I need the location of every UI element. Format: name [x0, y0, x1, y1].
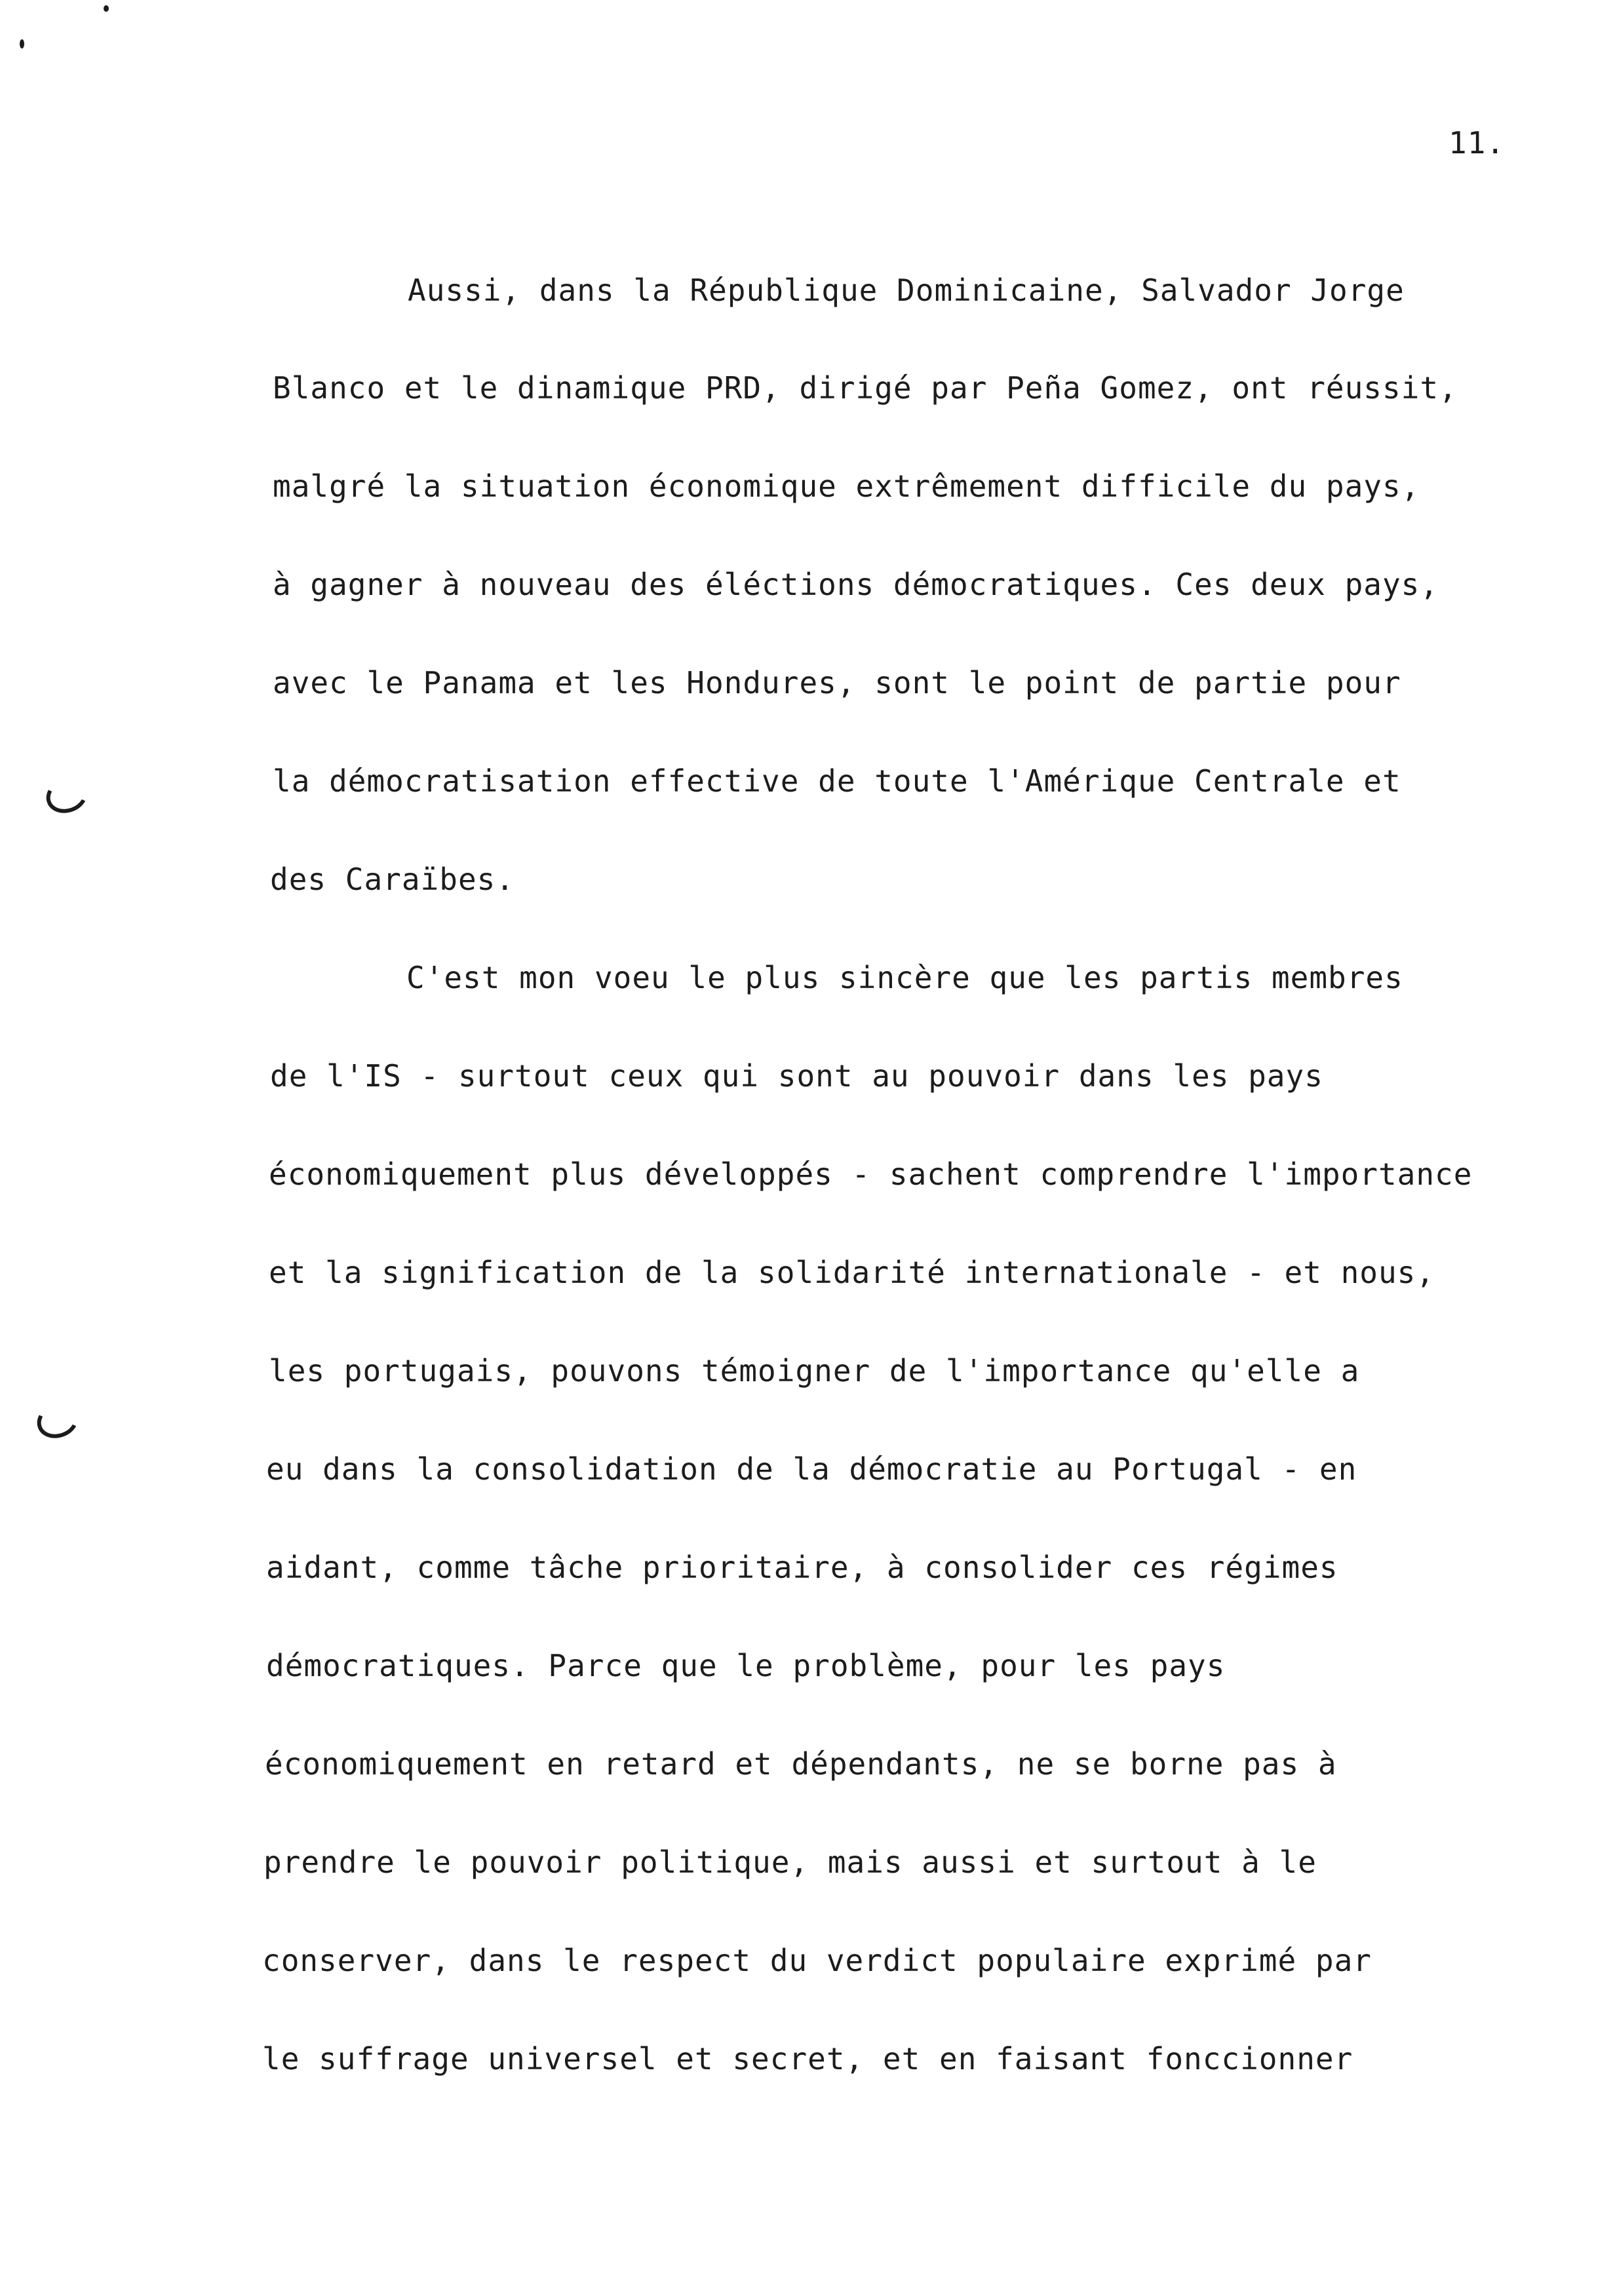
text-line: prendre le pouvoir politique, mais aussi et surtout à le: [263, 1845, 1317, 1880]
text-line: le suffrage universel et secret, et en faisant fonccionner: [262, 2041, 1353, 2076]
text-line: à gagner à nouveau des éléctions démocratiques. Ces deux pays,: [273, 567, 1439, 602]
text-line: économiquement plus développés - sachent comprendre l'importance: [269, 1157, 1473, 1192]
text-line: les portugais, pouvons témoigner de l'importance qu'elle a: [269, 1353, 1360, 1388]
text-line: de l'IS - surtout ceux qui sont au pouvoir dans les pays: [270, 1058, 1323, 1094]
punch-hole-mark-upper: [41, 773, 92, 819]
text-line: conserver, dans le respect du verdict populaire exprimé par: [262, 1943, 1372, 1978]
text-line: et la signification de la solidarité internationale - et nous,: [269, 1255, 1435, 1290]
text-line: eu dans la consolidation de la démocratie au Portugal - en: [266, 1451, 1357, 1487]
scan-speck-top: [104, 5, 109, 12]
text-line: démocratiques. Parce que le problème, pour les pays: [266, 1648, 1226, 1683]
text-line: la démocratisation effective de toute l'Amérique Centrale et: [273, 763, 1401, 799]
text-line: avec le Panama et les Hondures, sont le point de partie pour: [273, 665, 1401, 700]
text-line: C'est mon voeu le plus sincère que les partis membres: [406, 960, 1403, 995]
text-line: aidant, comme tâche prioritaire, à consolider ces régimes: [266, 1550, 1338, 1585]
page-number: 11.: [1449, 125, 1506, 161]
text-line: Blanco et le dinamique PRD, dirigé par Peña Gomez, ont réussit,: [273, 370, 1458, 406]
punch-hole-mark-lower: [32, 1398, 83, 1444]
text-line: économiquement en retard et dépendants, ne se borne pas à: [265, 1746, 1337, 1782]
scan-speck-left: [20, 39, 24, 48]
text-line: des Caraïbes.: [270, 862, 515, 897]
text-line: Aussi, dans la République Dominicaine, Salvador Jorge: [408, 273, 1405, 308]
text-line: malgré la situation économique extrêmement difficile du pays,: [273, 469, 1420, 504]
